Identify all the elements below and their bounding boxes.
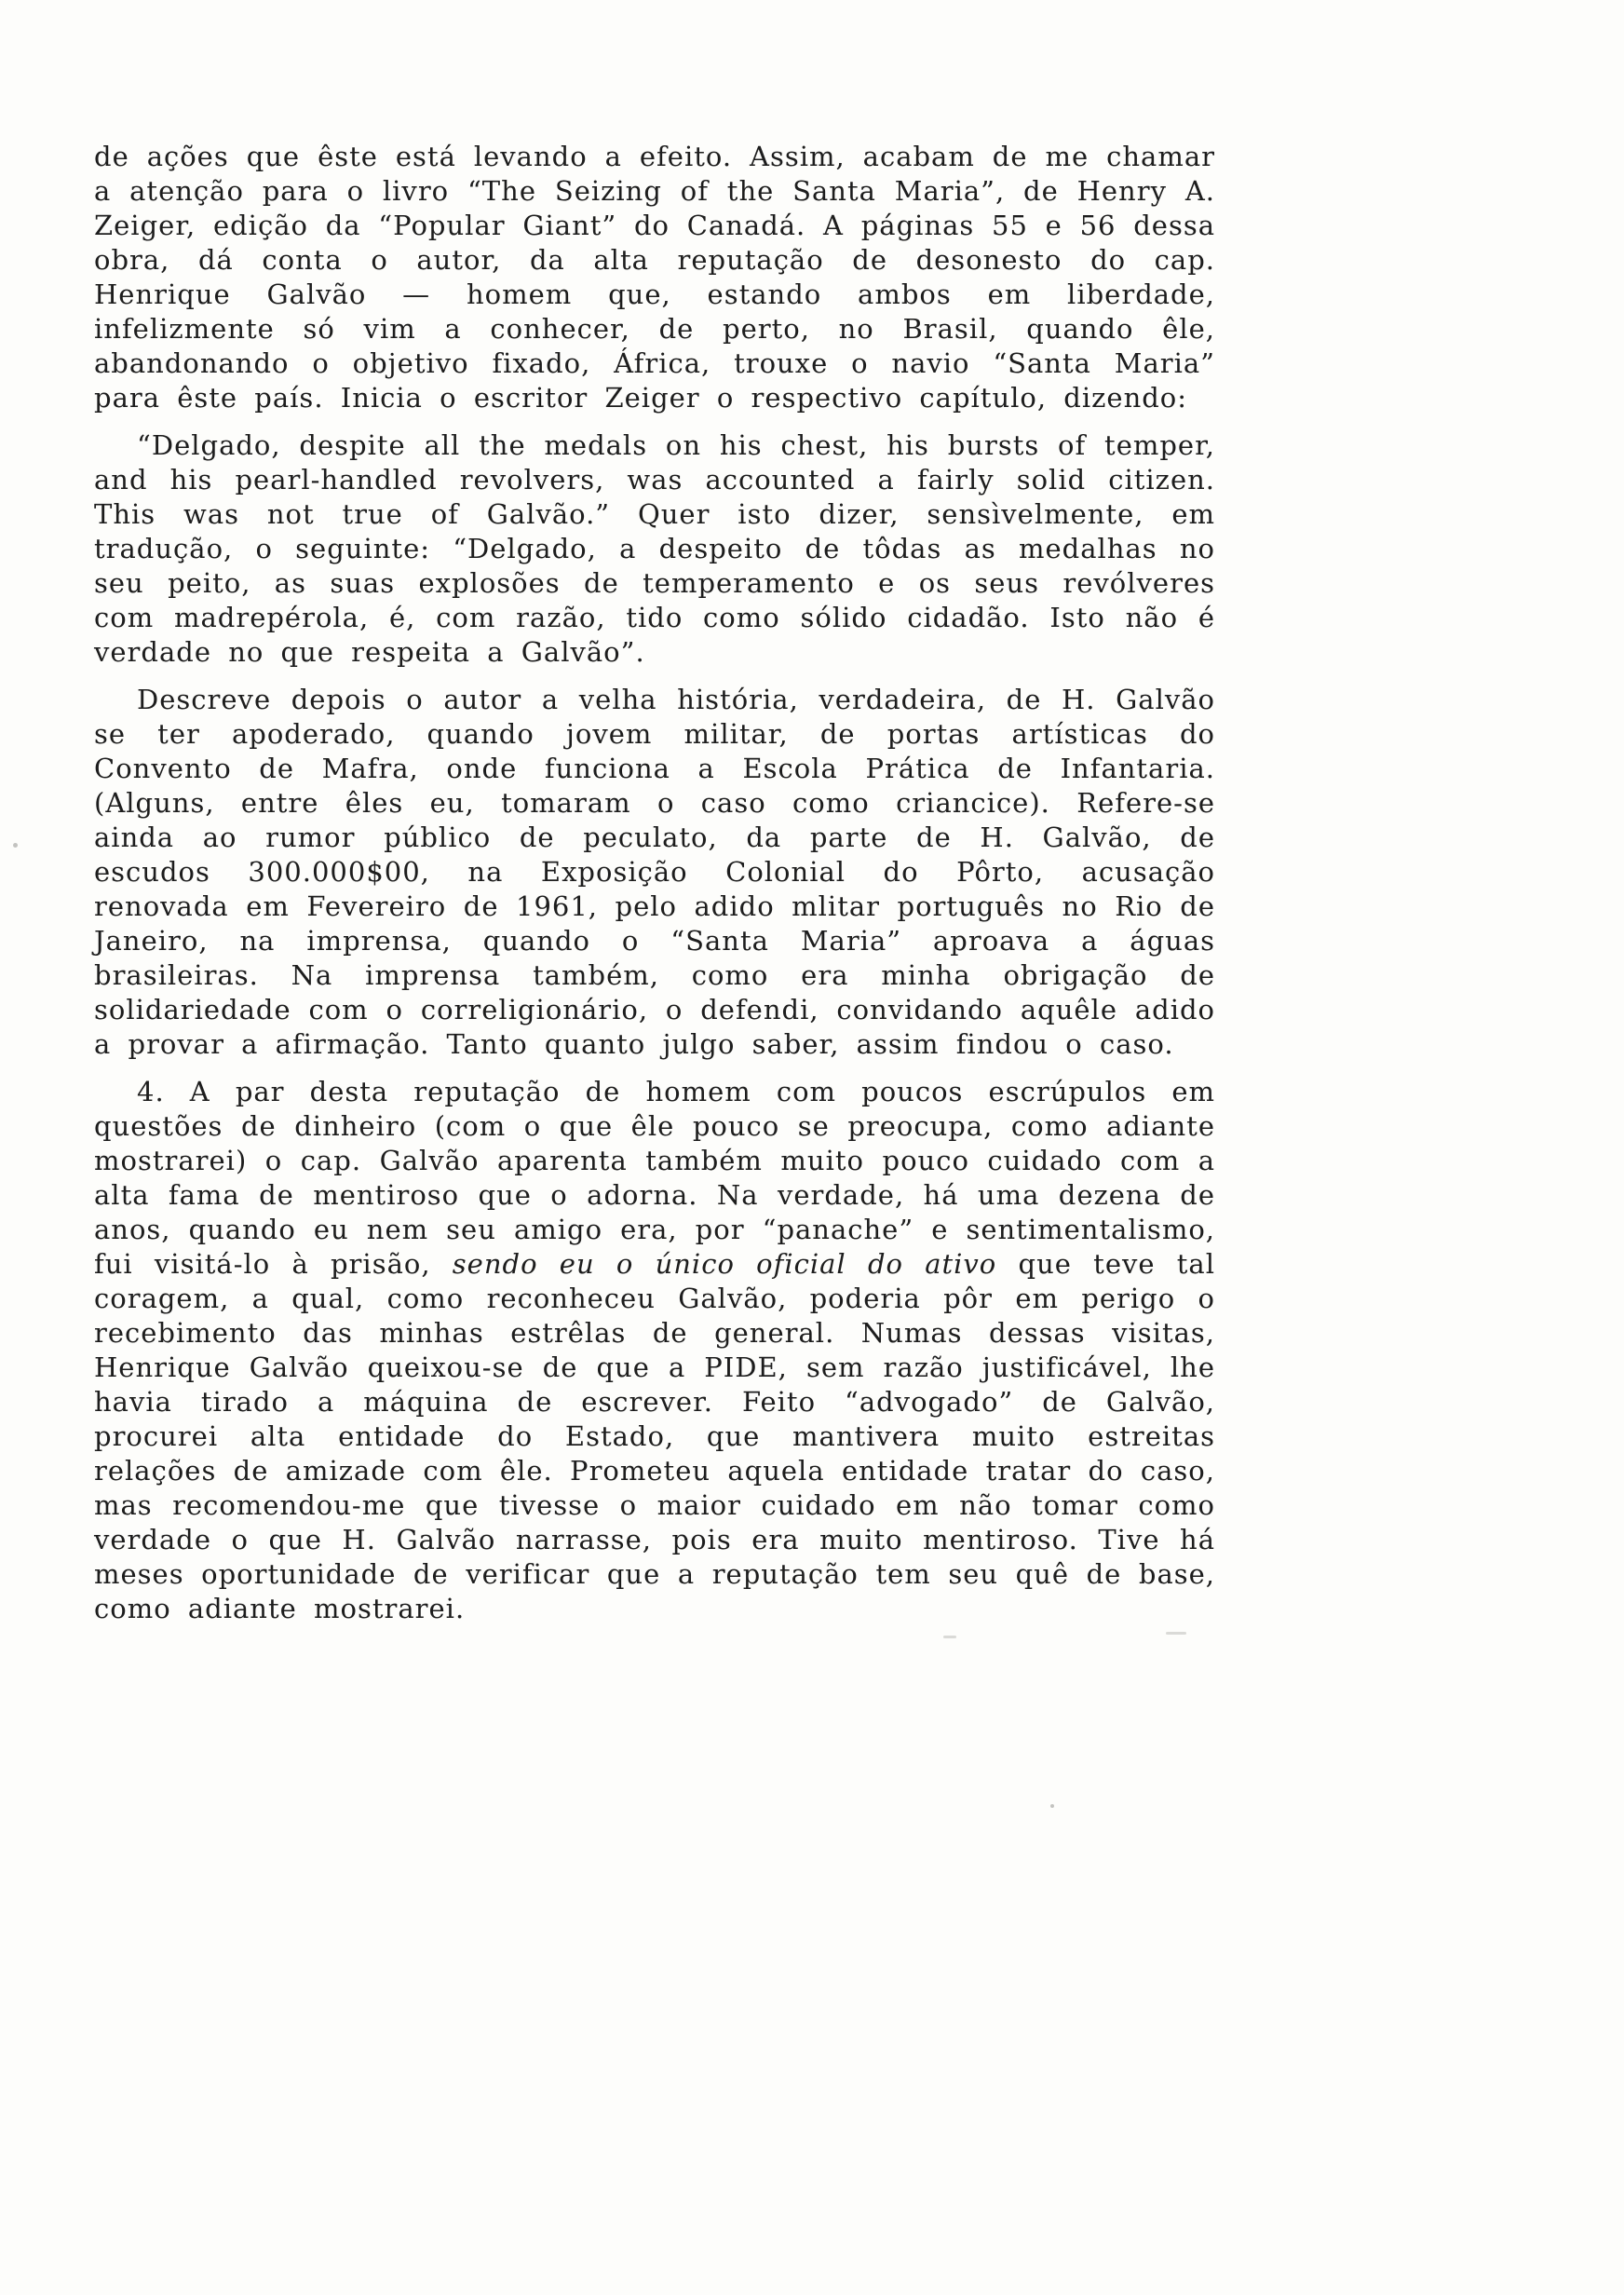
paragraph-1 xyxy=(94,140,1215,415)
scan-smudge xyxy=(1166,1632,1186,1635)
paragraph-4 xyxy=(94,1075,1215,1626)
text-segment: “Delgado, despite all the medals on his chest, his bursts of temper, and his pearl-handled revolvers, was accounted a fairly solid citizen. This was not true of Galvão.” Quer isto dizer, sensìvelmente, em tradução, o seguinte: “Delgado, a despeito de tôdas as medalhas no seu peito, as suas explosões de temperamento e os seus revólveres com madrepérola, é, com razão, tido como sólido cidadão. Isto não é verdade no que respeita a Galvão”. xyxy=(94,429,1215,668)
text-segment: Descreve depois o autor a velha história, verdadeira, de H. Galvão se ter apoderado, quando jovem militar, de portas artísticas do Convento de Mafra, onde funciona a Escola Prática de Infantaria. (Alguns, entre êles eu, tomaram o caso como criancice). Refere-se ainda ao rumor público de peculato, da parte de H. Galvão, de escudos 300.000$00, na Exposição Colonial do Pôrto, acusação renovada em Fevereiro de 1961, pelo adido mlitar português no Rio de Janeiro, na imprensa, quando o “Santa Maria” aproava a águas brasileiras. Na imprensa também, como era minha obrigação de solidariedade com o correligionário, o defendi, convidando aquêle adido a provar a afirmação. Tanto quanto julgo saber, assim findou o caso. xyxy=(94,684,1215,1060)
italic-text-segment: sendo eu o único oficial do ativo xyxy=(452,1248,997,1280)
paragraph-2 xyxy=(94,428,1215,670)
paragraph-3 xyxy=(94,683,1215,1062)
scan-speck xyxy=(13,843,18,848)
text-segment: 4. A par desta reputação de homem com poucos escrúpulos em questões de dinheiro (com o que êle pouco se preocupa, como adiante mostrarei) o cap. Galvão aparenta também muito pouco cuidado com a alta fama de mentiroso que o adorna. Na verdade, há uma dezena de anos, quando eu nem seu amigo era, por “panache” e sentimentalismo, fui visitá-lo à prisão, xyxy=(94,1076,1215,1280)
scan-speck xyxy=(1050,1804,1054,1808)
text-segment: que teve tal coragem, a qual, como reconheceu Galvão, poderia pôr em perigo o recebimento das minhas estrêlas de general. Numas dessas visitas, Henrique Galvão queixou-se de que a PIDE, sem razão justificável, lhe havia tirado a máquina de escrever. Feito “advogado” de Galvão, procurei alta entidade do Estado, que mantivera muito estreitas relações de amizade com êle. Prometeu aquela entidade tratar do caso, mas recomendou-me que tivesse o maior cuidado em não tomar como verdade o que H. Galvão narrasse, pois era muito mentiroso. Tive há meses oportunidade de verificar que a reputação tem seu quê de base, como adiante mostrarei. xyxy=(94,1248,1215,1624)
scan-smudge xyxy=(943,1636,956,1638)
text-block xyxy=(94,140,1215,1639)
text-segment: de ações que êste está levando a efeito. Assim, acabam de me chamar a atenção para o livro “The Seizing of the Santa Maria”, de Henry A. Zeiger, edição da “Popular Giant” do Canadá. A páginas 55 e 56 dessa obra, dá conta o autor, da alta reputação de desonesto do cap. Henrique Galvão — homem que, estando ambos em liberdade, infelizmente só vim a conhecer, de perto, no Brasil, quando êle, abandonando o objetivo fixado, África, trouxe o navio “Santa Maria” para êste país. Inicia o escritor Zeiger o respectivo capítulo, dizendo: xyxy=(94,141,1215,414)
